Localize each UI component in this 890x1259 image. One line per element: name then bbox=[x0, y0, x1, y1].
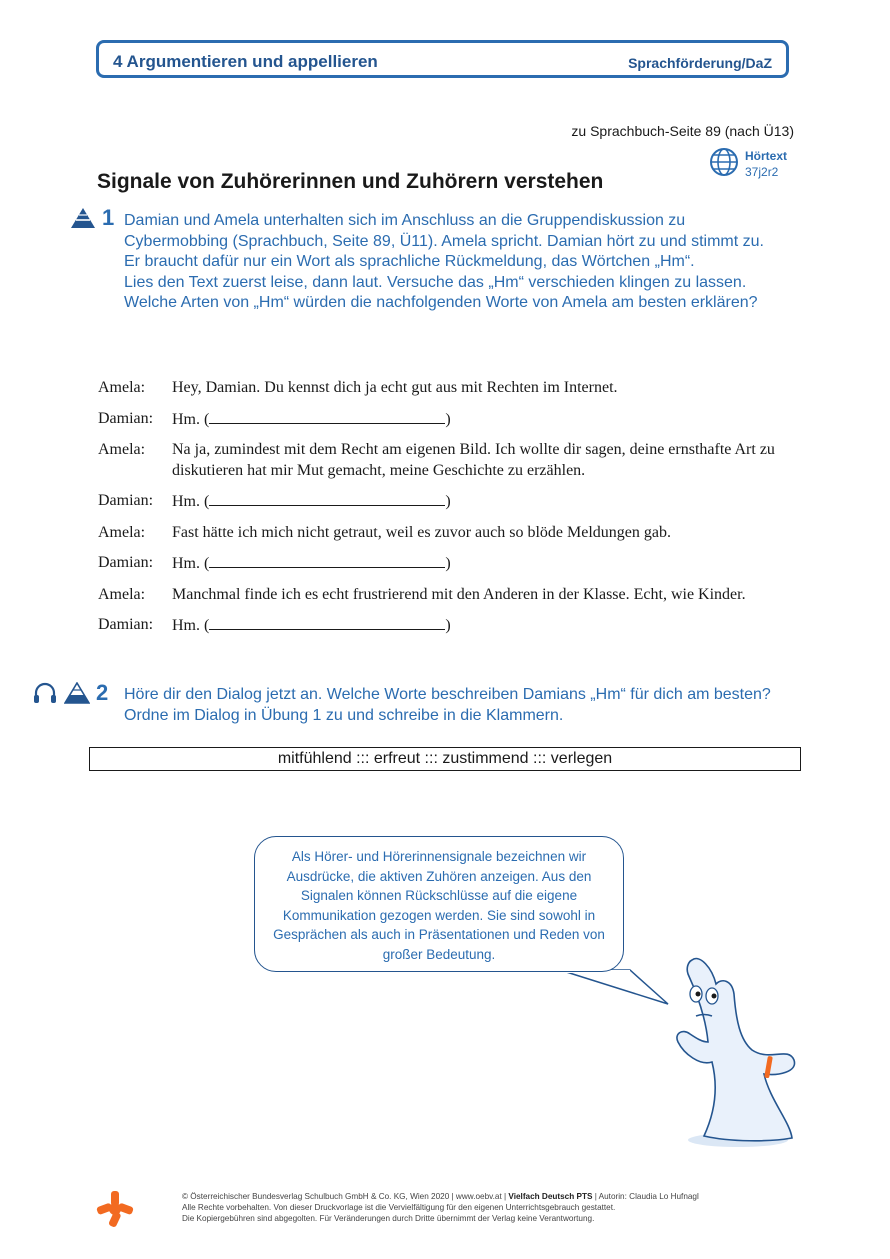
utterance: Hey, Damian. Du kennst dich ja echt gut aus mit Rechten im Internet. bbox=[172, 379, 618, 396]
speaker: Amela: bbox=[98, 523, 146, 541]
footer-product: Vielfach Deutsch PTS bbox=[508, 1192, 593, 1201]
dialog bbox=[98, 378, 798, 637]
globe-icon bbox=[709, 147, 739, 177]
answer-blank[interactable] bbox=[209, 553, 445, 568]
footer-line1-suffix: | Autorin: Claudia Lo Hufnagl bbox=[592, 1192, 699, 1201]
hoertext-code: 37j2r2 bbox=[745, 165, 779, 179]
dialog-line bbox=[98, 378, 798, 399]
dialog-line bbox=[98, 523, 798, 544]
task1-number: 1 bbox=[102, 205, 115, 230]
task2-number: 2 bbox=[96, 680, 109, 705]
speaker: Amela: bbox=[98, 379, 146, 396]
bracket-close: ) bbox=[445, 493, 451, 510]
task2-marker bbox=[32, 680, 108, 706]
dialog-line bbox=[98, 440, 798, 481]
task2-instructions: Höre dir den Dialog jetzt an. Welche Worte beschreiben Damians „Hm“ für dich am besten? Ordne im Dialog in Übung 1 zu und schreibe in die Klammern. bbox=[124, 686, 771, 724]
dialog-line bbox=[98, 553, 798, 575]
footer-line1-prefix: © Österreichischer Bundesverlag Schulbuch GmbH & Co. KG, Wien 2020 | www.oebv.at | bbox=[182, 1192, 509, 1201]
pyramid-level-icon bbox=[64, 682, 90, 704]
task1-paragraph: Damian und Amela unterhalten sich im Anschluss an die Gruppendiskussion zu Cybermobbing (Sprachbuch, Seite 89, Ü11). Amela spricht. Damian hört zu und stimmt zu. Er braucht dafür nur ein Wort als sprachliche Rückmeldung, das Wörtchen „Hm“. bbox=[124, 212, 764, 271]
pyramid-level-icon bbox=[70, 207, 96, 229]
word-bank: mitfühlend ::: erfreut ::: zustimmend ::: verlegen bbox=[89, 747, 801, 771]
bracket-close: ) bbox=[445, 617, 451, 634]
utterance: Fast hätte ich mich nicht getraut, weil es zuvor auch so blöde Meldungen gab. bbox=[172, 523, 671, 541]
answer-blank[interactable] bbox=[209, 615, 445, 630]
publisher-logo bbox=[96, 1190, 134, 1228]
footer-line3: Die Kopiergebühren sind abgegolten. Für Veränderungen durch Dritte übernimmt der Verlag keine Verantwortung. bbox=[182, 1214, 595, 1223]
speaker: Amela: bbox=[98, 585, 146, 603]
section-label: Sprachförderung/DaZ bbox=[628, 55, 772, 71]
footer-line2: Alle Rechte vorbehalten. Von dieser Druckvorlage ist die Vervielfältigung für den eigenen Unterrichtsgebrauch gestattet. bbox=[182, 1203, 616, 1212]
task1-paragraph: Lies den Text zuerst leise, dann laut. Versuche das „Hm“ verschieden klingen zu lassen. Welche Arten von „Hm“ würden die nachfolgenden Worte von Amela am besten erklären? bbox=[124, 273, 758, 312]
utterance: Hm. ( bbox=[172, 555, 210, 572]
utterance: Hm. ( bbox=[172, 410, 210, 428]
dialog-line bbox=[98, 585, 798, 606]
speaker: Damian: bbox=[98, 409, 154, 427]
speaker: Damian: bbox=[98, 616, 154, 633]
hoertext-link[interactable] bbox=[709, 147, 799, 183]
info-speech-bubble: Als Hörer- und Hörerinnensignale bezeichnen wir Ausdrücke, die aktiven Zuhören anzeigen. Aus den Signalen können Rückschlüsse auf die eigene Kommunikation gezogen werden. Sie sind sowohl in Gesprächen als auch in Präsentationen und Reden von großer Bedeutung. bbox=[254, 836, 624, 972]
dialog-line bbox=[98, 491, 798, 513]
copyright-footer bbox=[182, 1191, 699, 1224]
textbook-reference: zu Sprachbuch-Seite 89 (nach Ü13) bbox=[571, 123, 794, 139]
bracket-close: ) bbox=[445, 555, 451, 572]
hoertext-label: Hörtext bbox=[745, 149, 788, 163]
ghost-mascot-illustration bbox=[660, 950, 800, 1150]
utterance: Hm. ( bbox=[172, 617, 210, 634]
dialog-line bbox=[98, 409, 798, 431]
dialog-line bbox=[98, 615, 798, 637]
speaker: Damian: bbox=[98, 554, 154, 571]
chapter-header bbox=[96, 40, 789, 78]
bracket-close: ) bbox=[445, 410, 451, 428]
page-title: Signale von Zuhörerinnen und Zuhörern verstehen bbox=[97, 170, 604, 193]
utterance: Hm. ( bbox=[172, 493, 210, 510]
answer-blank[interactable] bbox=[209, 409, 445, 424]
speaker: Amela: bbox=[98, 441, 146, 458]
bubble-tail bbox=[540, 966, 680, 1011]
headphones-icon[interactable] bbox=[32, 682, 58, 704]
chapter-title: 4 Argumentieren und appellieren bbox=[113, 52, 378, 71]
utterance: Manchmal finde ich es echt frustrierend mit den Anderen in der Klasse. Echt, wie Kinder. bbox=[172, 585, 746, 603]
speaker: Damian: bbox=[98, 492, 154, 509]
answer-blank[interactable] bbox=[209, 491, 445, 506]
task1-instructions bbox=[124, 211, 774, 314]
task1-marker bbox=[70, 205, 114, 231]
utterance: Na ja, zumindest mit dem Recht am eigenen Bild. Ich wollte dir sagen, deine ernsthafte Art zu diskutieren hat mir Mut gemacht, meine Geschichte zu erzählen. bbox=[172, 441, 775, 479]
